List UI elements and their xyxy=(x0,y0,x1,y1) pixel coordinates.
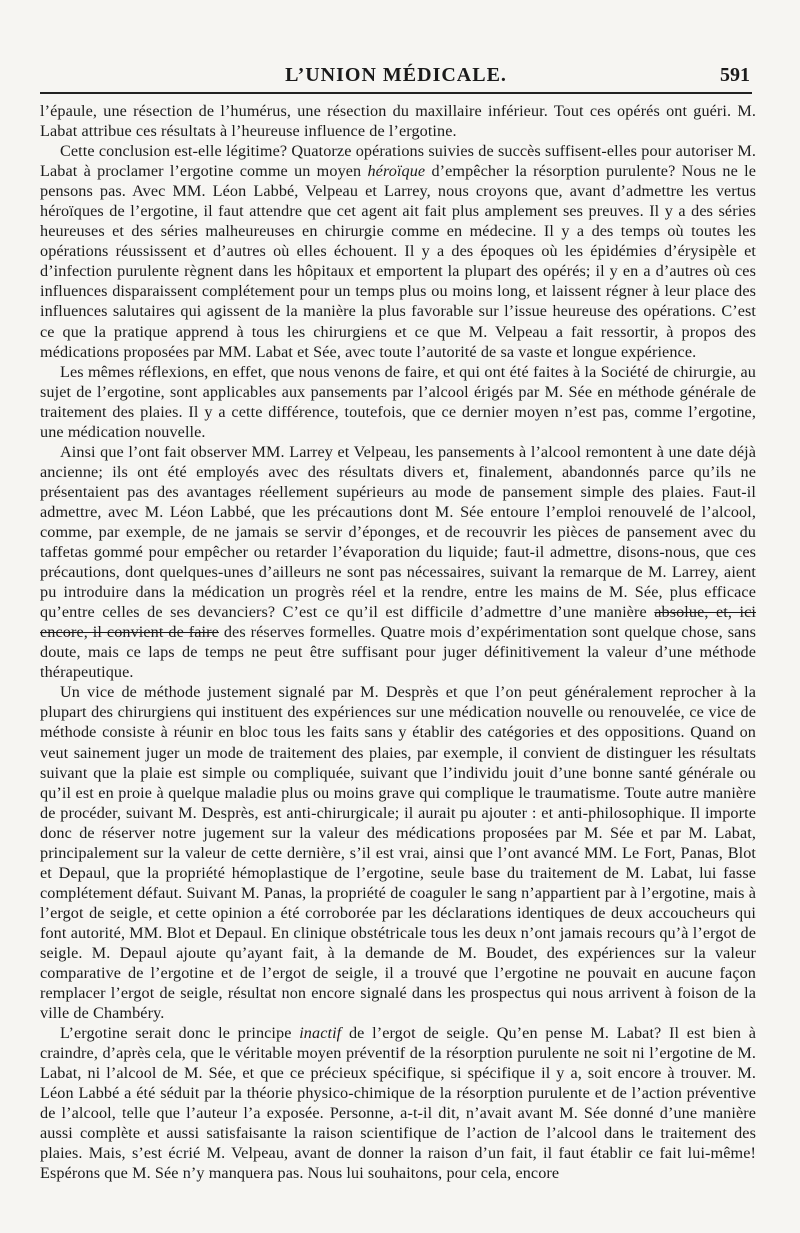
paragraph-text: Un vice de méthode justement signalé par M. Desprès et que l’on peut généralement reprocher à la plupart des chirurgiens qui instituent des expériences sur une médication nouvelle ou renouvelée, ce vice de méthode consiste à réunir en bloc tous les faits sans y établir des catégories et des oppositions. Quand on veut sainement juger un mode de traitement des plaies, par exemple, il convient de distinguer les résultats suivant que la plaie est simple ou compliquée, suivant que l’individu jouit d’une bonne santé générale ou qu’il est en proie à quelque maladie plus ou moins grave qui complique le traumatisme. Toute autre manière de procéder, suivant M. Desprès, est anti-chirurgicale; il aurait pu ajouter : et anti-philosophique. Il importe donc de réserver notre jugement sur la valeur des médications proposées par M. Sée et par M. Labat, principalement sur la valeur de cette dernière, s’il est vrai, ainsi que l’ont avancé MM. Le Fort, Panas, Blot et Depaul, que la propriété hémoplastique de l’ergotine, seule base du traitement de M. Labat, lui fasse complétement défaut. Suivant M. Panas, la propriété de coaguler le sang n’appartient par à l’ergotine, mais à l’ergot de seigle, et cette opinion a été corroborée par les déclarations identiques de deux accoucheurs qui font autorité, MM. Blot et Depaul. En clinique obstétricale tous les deux n’ont jamais recours qu’à l’ergot de seigle. M. Depaul ajoute qu’ayant fait, à la demande de M. Boudet, des expériences sur la valeur comparative de l’ergotine et de l’ergot de seigle, il a trouvé que l’ergotine ne pouvait en aucune façon remplacer l’ergot de seigle, résultat non encore signalé dans les prospectus qui nous arrivent à foison de la ville de Chambéry. xyxy=(40,683,756,1023)
paragraph-text: d’empêcher la résorption purulente? Nous ne le pensons pas. Avec MM. Léon Labbé, Velpeau et Larrey, nous croyons que, avant d’admettre les vertus héroïques de l’ergotine, il faut attendre que cet agent ait fait plus amplement ses preuves. Il y a des séries heureuses et des séries malheureuses en chirurgie comme en médecine. Il y a des temps où toutes les opérations réussissent et d’autres où elles échouent. Il y a des époques où les épidémies d’érysipèle et d’infection purulente règnent dans les hôpitaux et emportent la plupart des opérés; il y en a d’autres où ces influences disparaissent complétement pour un temps plus ou moins long, et laissent régner à leur place des influences salutaires qui agissent de la manière la plus favorable sur l’issue heureuse des opérations. C’est ce que la pratique apprend à tous les chirurgiens et ce que M. Velpeau a fait ressortir, à propos des médications proposées par MM. Labat et Sée, avec toute l’autorité de sa vaste et longue expérience. xyxy=(40,162,756,361)
paragraph-6 xyxy=(40,1023,756,1183)
page-number: 591 xyxy=(720,64,750,86)
paragraph-text: L’ergotine serait donc le principe xyxy=(60,1024,300,1043)
italic-term: inactif xyxy=(299,1024,342,1043)
paragraph-5 xyxy=(40,682,756,1023)
paragraph-text: des réserves formelles. Quatre mois d’expérimentation sont quelque chose, sans doute, mais ce laps de temps ne peut être suffisant pour juger définitivement la valeur d’une méthode thérapeutique. xyxy=(40,623,756,682)
paragraph-text: Ainsi que l’ont fait observer MM. Larrey et Velpeau, les pansements à l’alcool remontent à une date déjà ancienne; ils ont été employés avec des résultats divers et, finalement, abandonnés parce qu’ils ne présentaient pas des avantages réellement supérieurs au mode de pansement simple des plaies. Faut-il admettre, avec M. Léon Labbé, que les précautions dont M. Sée entoure l’emploi renouvelé de l’alcool, comme, par exemple, de ne jamais se servir d’éponges, et de recouvrir les pièces de pansement avec du taffetas gommé pour empêcher ou retarder l’évaporation du liquide; faut-il admettre, disons-nous, que ces précautions, dont quelques-unes d’ailleurs ne sont pas nécessaires, suivant la remarque de M. Larrey, aient pu introduire dans la médication un progrès réel et la rendre, entre les mains de M. Sée, plus efficace qu’entre celles de ses devanciers? C’est ce qu’il est difficile d’admettre d’une manière xyxy=(40,442,756,622)
journal-title: L’UNION MÉDICALE. xyxy=(285,64,507,86)
italic-term: héroïque xyxy=(367,162,426,181)
paragraph-4 xyxy=(40,442,756,683)
paragraph-text: Cette conclusion est-elle légitime? Quatorze opérations suivies de succès suffisent-elles pour autoriser M. Labat à proclamer l’ergotine comme un moyen xyxy=(40,142,756,181)
article-body xyxy=(40,101,756,1184)
paragraph-1 xyxy=(40,101,756,141)
paragraph-3 xyxy=(40,362,756,442)
paragraph-text: de l’ergot de seigle. Qu’en pense M. Labat? Il est bien à craindre, d’après cela, que le véritable moyen préventif de la résorption purulente ne soit ni l’ergotine de M. Labat, ni l’alcool de M. Sée, et que ce précieux spécifique, si spécifique il y a, soit encore à trouver. M. Léon Labbé a été séduit par la théorie physico-chimique de la résorption purulente et de l’action préventive de l’alcool, telle que l’auteur l’a exposée. Personne, a-t-il dit, n’avait avant M. Sée donné d’une manière aussi complète et aussi satisfaisante la raison scientifique de l’action de l’alcool dans le traitement des plaies. Mais, s’est écrié M. Velpeau, avant de donner la raison d’un fait, il faut établir ce fait lui-même! Espérons que M. Sée n’y manquera pas. Nous lui souhaitons, pour cela, encore xyxy=(40,1024,756,1183)
paragraph-text: l’épaule, une résection de l’humérus, une résection du maxillaire inférieur. Tout ces opérés ont guéri. M. Labat attribue ces résultats à l’heureuse influence de l’ergotine. xyxy=(40,102,756,141)
running-header xyxy=(40,62,752,94)
struck-text: absolue, et, ici encore, il convient de faire xyxy=(40,603,756,642)
paragraph-2 xyxy=(40,141,756,362)
paragraph-text: Les mêmes réflexions, en effet, que nous venons de faire, et qui ont été faites à la Société de chirurgie, au sujet de l’ergotine, sont applicables aux pansements par l’alcool érigés par M. Sée en méthode générale de traitement des plaies. Il y a cette différence, toutefois, que ce dernier moyen n’est pas, comme l’ergotine, une médication nouvelle. xyxy=(40,362,756,441)
